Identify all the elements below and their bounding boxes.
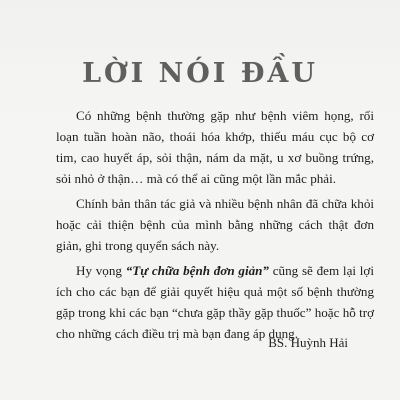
preface-body <box>56 105 374 348</box>
author-signature: BS. Huỳnh Hải <box>268 335 348 350</box>
paragraph-1: Có những bệnh thường gặp như bệnh viêm họng, rối loạn tuần hoàn não, thoái hóa khớp, thiếu máu cục bộ cơ tim, cao huyết áp, sỏi thận, nám da mặt, u xơ buồng trứng, sỏi nhỏ ở thận… mà có thể ai cũng một lần mắc phải. <box>56 108 374 186</box>
page-title: LỜI NÓI ĐẦU <box>82 58 318 89</box>
paragraph-3-rest: cũng sẽ đem lại lợi ích cho các bạn để giải quyết hiệu quả một số bệnh thường gặp trong khi các bạn “chưa gặp thầy gặp thuốc” hoặc hỗ trợ cho những cách điều trị mà bạn đang áp dụng. <box>56 263 374 341</box>
paragraph-3-lead: Hy vọng <box>76 263 126 278</box>
faded-header-bleed <box>0 0 400 14</box>
book-title-emphasis: “Tự chữa bệnh đơn giản” <box>125 263 269 278</box>
paragraph-2: Chính bản thân tác giả và nhiều bệnh nhân đã chữa khỏi hoặc cải thiện bệnh của mình bằng những cách thật đơn giản, ghi trong quyển sách này. <box>56 196 374 253</box>
paragraph-3 <box>56 260 374 344</box>
